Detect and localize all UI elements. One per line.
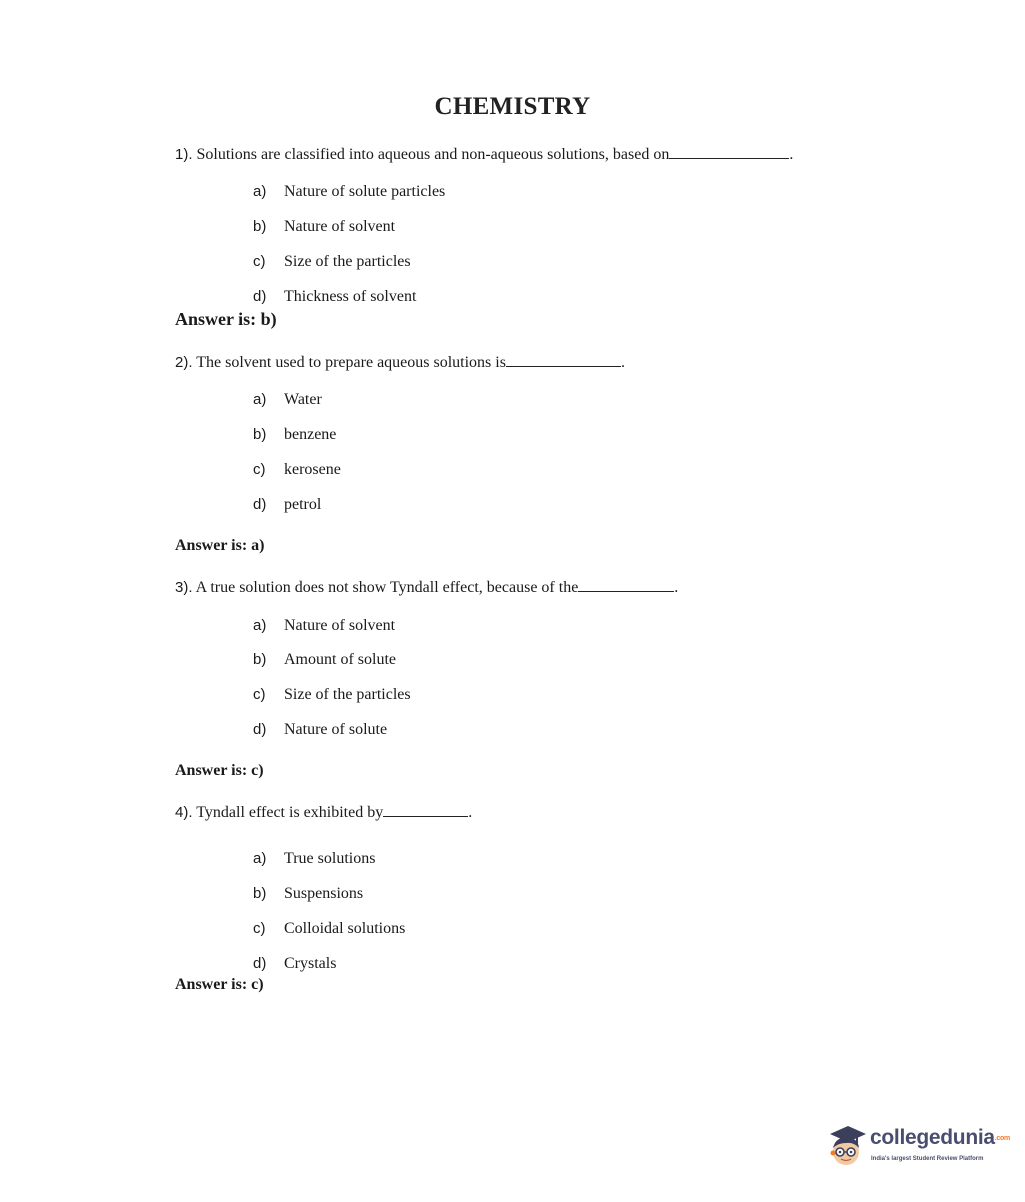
logo-wordmark	[870, 1126, 1010, 1150]
option-text: Colloidal solutions	[284, 920, 406, 937]
question-text: A true solution does not show Tyndall effect, because of the	[195, 579, 579, 596]
option-3c	[253, 686, 411, 704]
option-2a	[253, 391, 322, 409]
question-2	[175, 352, 625, 372]
question-end: .	[620, 354, 625, 371]
option-letter: b)	[253, 885, 267, 902]
option-text: Suspensions	[284, 885, 364, 902]
option-letter: c)	[253, 253, 266, 270]
option-2c	[253, 461, 341, 479]
option-text: Nature of solute	[284, 721, 388, 738]
question-end: .	[674, 579, 679, 596]
option-letter: c)	[253, 686, 266, 703]
question-1	[175, 144, 793, 164]
answer-3: Answer is: c)	[175, 762, 264, 779]
option-text: Water	[284, 391, 322, 408]
question-text: Solutions are classified into aqueous and non-aqueous solutions, based on	[196, 146, 670, 163]
option-4b	[253, 885, 363, 903]
student-mascot-icon	[826, 1120, 870, 1170]
answer-blank	[506, 352, 621, 367]
answer-2: Answer is: a)	[175, 537, 265, 554]
answer-blank	[669, 144, 789, 159]
question-4	[175, 802, 472, 822]
option-text: benzene	[284, 426, 337, 443]
option-letter: a)	[253, 850, 267, 867]
collegedunia-logo	[826, 1120, 1010, 1172]
option-letter: a)	[253, 183, 267, 200]
option-text: Thickness of solvent	[284, 288, 417, 305]
option-text: Nature of solute particles	[284, 183, 446, 200]
option-text: True solutions	[284, 850, 376, 867]
option-text: Amount of solute	[284, 651, 396, 668]
option-3a	[253, 617, 395, 635]
option-letter: b)	[253, 426, 267, 443]
option-letter: d)	[253, 955, 267, 972]
question-number: 4).	[175, 804, 193, 821]
option-text: petrol	[284, 496, 322, 513]
option-4c	[253, 920, 405, 938]
logo-name-main: collegedunia	[870, 1126, 995, 1149]
option-4d	[253, 955, 336, 973]
option-letter: b)	[253, 651, 267, 668]
option-1a	[253, 183, 445, 201]
logo-tagline: India's largest Student Review Platform	[871, 1156, 984, 1162]
option-letter: a)	[253, 391, 267, 408]
question-number: 1).	[175, 146, 193, 163]
question-number: 3).	[175, 579, 193, 596]
question-text: Tyndall effect is exhibited by	[196, 804, 384, 821]
option-text: Size of the particles	[284, 253, 411, 270]
question-number: 2).	[175, 354, 193, 371]
option-letter: b)	[253, 218, 267, 235]
option-letter: d)	[253, 288, 267, 305]
option-letter: c)	[253, 461, 266, 478]
logo-name-suffix: .com	[994, 1134, 1010, 1142]
option-2d	[253, 496, 321, 514]
option-text: Nature of solvent	[284, 617, 396, 634]
page-title: CHEMISTRY	[434, 93, 591, 120]
question-end: .	[789, 146, 794, 163]
option-letter: d)	[253, 496, 267, 513]
question-text: The solvent used to prepare aqueous solutions is	[196, 354, 506, 371]
question-end: .	[468, 804, 473, 821]
option-letter: d)	[253, 721, 267, 738]
option-3b	[253, 651, 396, 669]
option-4a	[253, 850, 375, 868]
option-text: Nature of solvent	[284, 218, 396, 235]
answer-blank	[383, 802, 468, 817]
option-1b	[253, 218, 395, 236]
question-3	[175, 577, 678, 597]
option-text: kerosene	[284, 461, 341, 478]
option-letter: c)	[253, 920, 266, 937]
option-text: Size of the particles	[284, 686, 411, 703]
option-1c	[253, 253, 411, 271]
option-letter: a)	[253, 617, 267, 634]
option-3d	[253, 721, 387, 739]
option-1d	[253, 288, 416, 306]
option-2b	[253, 426, 336, 444]
answer-1: Answer is: b)	[175, 309, 277, 329]
option-text: Crystals	[284, 955, 337, 972]
answer-blank	[578, 577, 674, 592]
answer-4: Answer is: c)	[175, 976, 264, 993]
